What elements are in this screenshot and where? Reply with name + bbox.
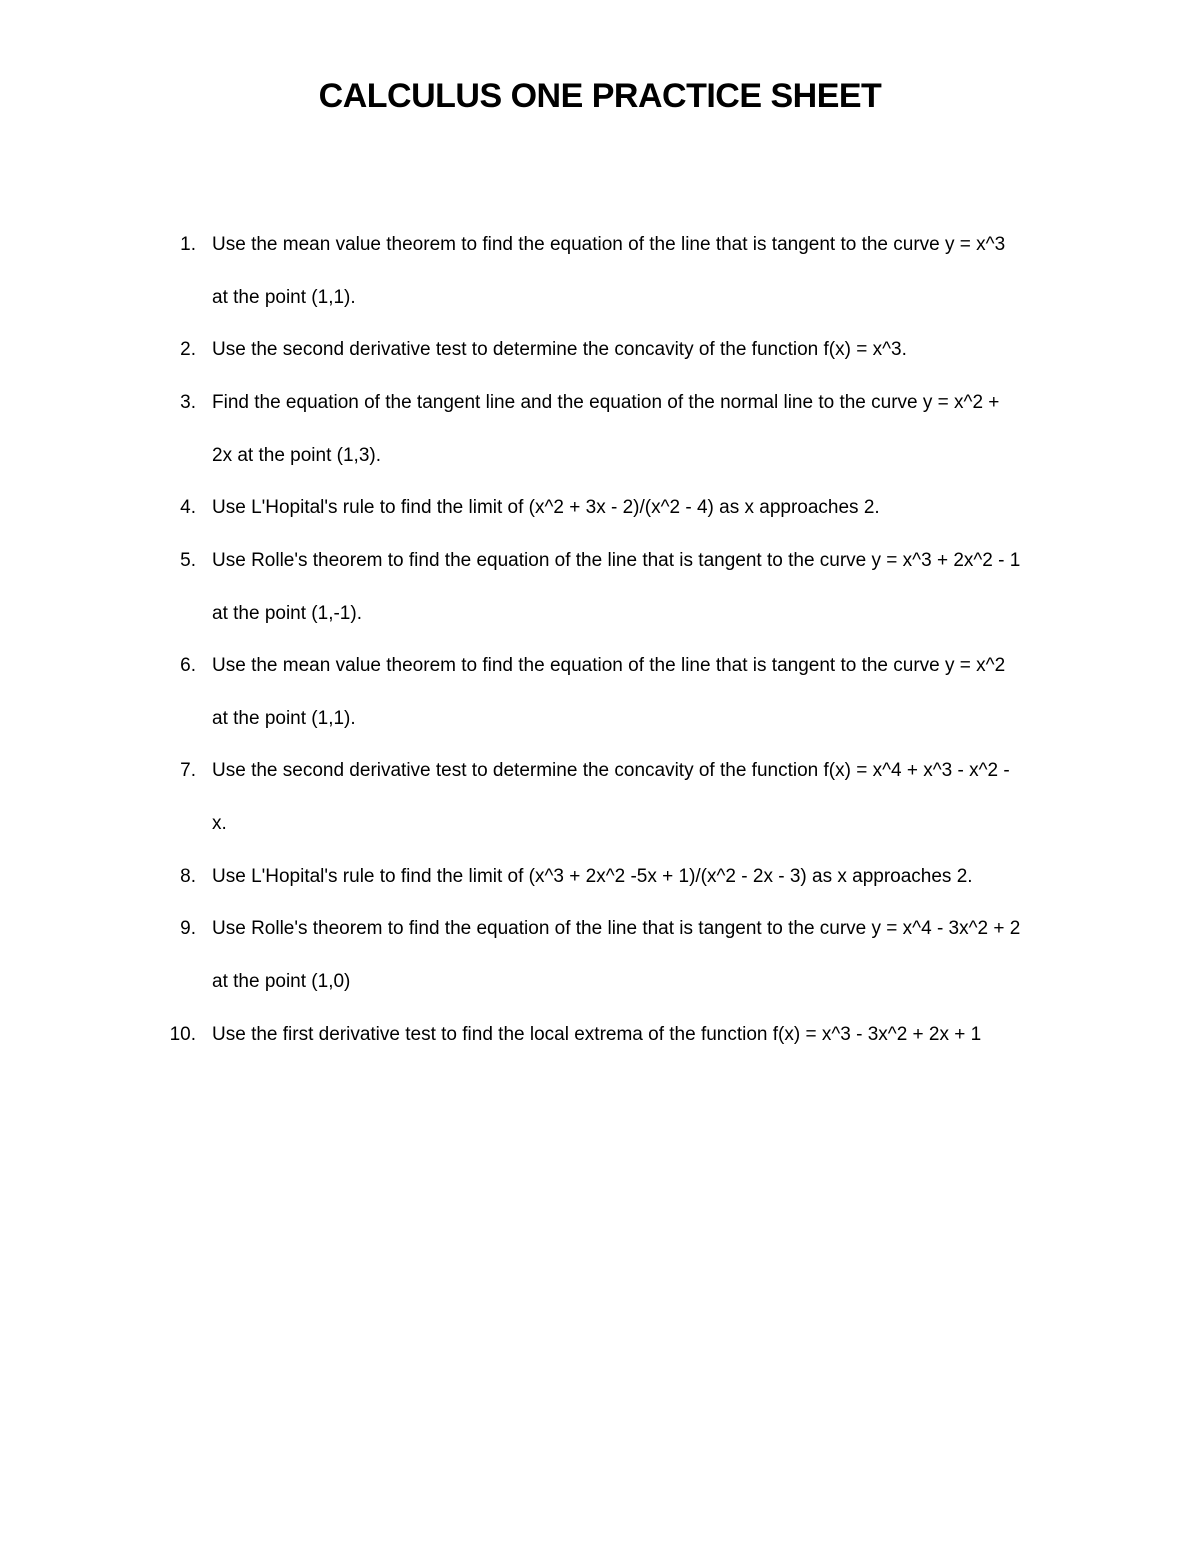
question-item [0, 481, 1200, 534]
question-number: 2. [180, 339, 196, 360]
question-number: 9. [180, 918, 196, 939]
question-line: Find the equation of the tangent line and the equation of the normal line to the curve y = x^2 + [212, 392, 1000, 413]
question-text [212, 902, 1082, 1008]
question-item [0, 323, 1200, 376]
question-text [212, 218, 1082, 324]
question-line: Use the mean value theorem to find the equation of the line that is tangent to the curve y = x^3 [212, 234, 1006, 255]
question-line: 2x at the point (1,3). [212, 445, 381, 466]
question-item [0, 1008, 1200, 1061]
question-line: at the point (1,0) [212, 971, 351, 992]
question-text [212, 481, 1082, 534]
question-text [212, 639, 1082, 745]
question-text [212, 744, 1082, 850]
question-line: at the point (1,-1). [212, 603, 362, 624]
question-item [0, 639, 1200, 745]
question-line: x. [212, 813, 227, 834]
question-text [212, 850, 1082, 903]
question-line: Use L'Hopital's rule to find the limit of (x^2 + 3x - 2)/(x^2 - 4) as x approaches 2. [212, 497, 880, 518]
question-line: Use the second derivative test to determine the concavity of the function f(x) = x^3. [212, 339, 907, 360]
question-item [0, 902, 1200, 1008]
question-text [212, 1008, 1082, 1061]
question-number: 7. [180, 760, 196, 781]
question-number: 4. [180, 497, 196, 518]
question-text [212, 534, 1082, 640]
question-number: 8. [180, 866, 196, 887]
question-line: Use Rolle's theorem to find the equation of the line that is tangent to the curve y = x^3 + 2x^2 - 1 [212, 550, 1021, 571]
question-line: at the point (1,1). [212, 708, 356, 729]
question-text [212, 323, 1082, 376]
page-title: CALCULUS ONE PRACTICE SHEET [318, 77, 882, 115]
question-number: 1. [180, 234, 196, 255]
question-line: Use the second derivative test to determine the concavity of the function f(x) = x^4 + x^3 - x^2 - [212, 760, 1010, 781]
question-line: Use the mean value theorem to find the equation of the line that is tangent to the curve y = x^2 [212, 655, 1006, 676]
question-item [0, 850, 1200, 903]
question-text [212, 376, 1082, 482]
question-number: 5. [180, 550, 196, 571]
question-number: 10. [169, 1024, 196, 1045]
question-number: 3. [180, 392, 196, 413]
question-number: 6. [180, 655, 196, 676]
question-line: Use Rolle's theorem to find the equation of the line that is tangent to the curve y = x^4 - 3x^2 + 2 [212, 918, 1021, 939]
question-line: Use L'Hopital's rule to find the limit of (x^3 + 2x^2 -5x + 1)/(x^2 - 2x - 3) as x approaches 2. [212, 866, 973, 887]
question-item [0, 376, 1200, 482]
question-line: Use the first derivative test to find the local extrema of the function f(x) = x^3 - 3x^2 + 2x + 1 [212, 1024, 982, 1045]
question-item [0, 218, 1200, 324]
question-line: at the point (1,1). [212, 287, 356, 308]
question-item [0, 744, 1200, 850]
question-item [0, 534, 1200, 640]
